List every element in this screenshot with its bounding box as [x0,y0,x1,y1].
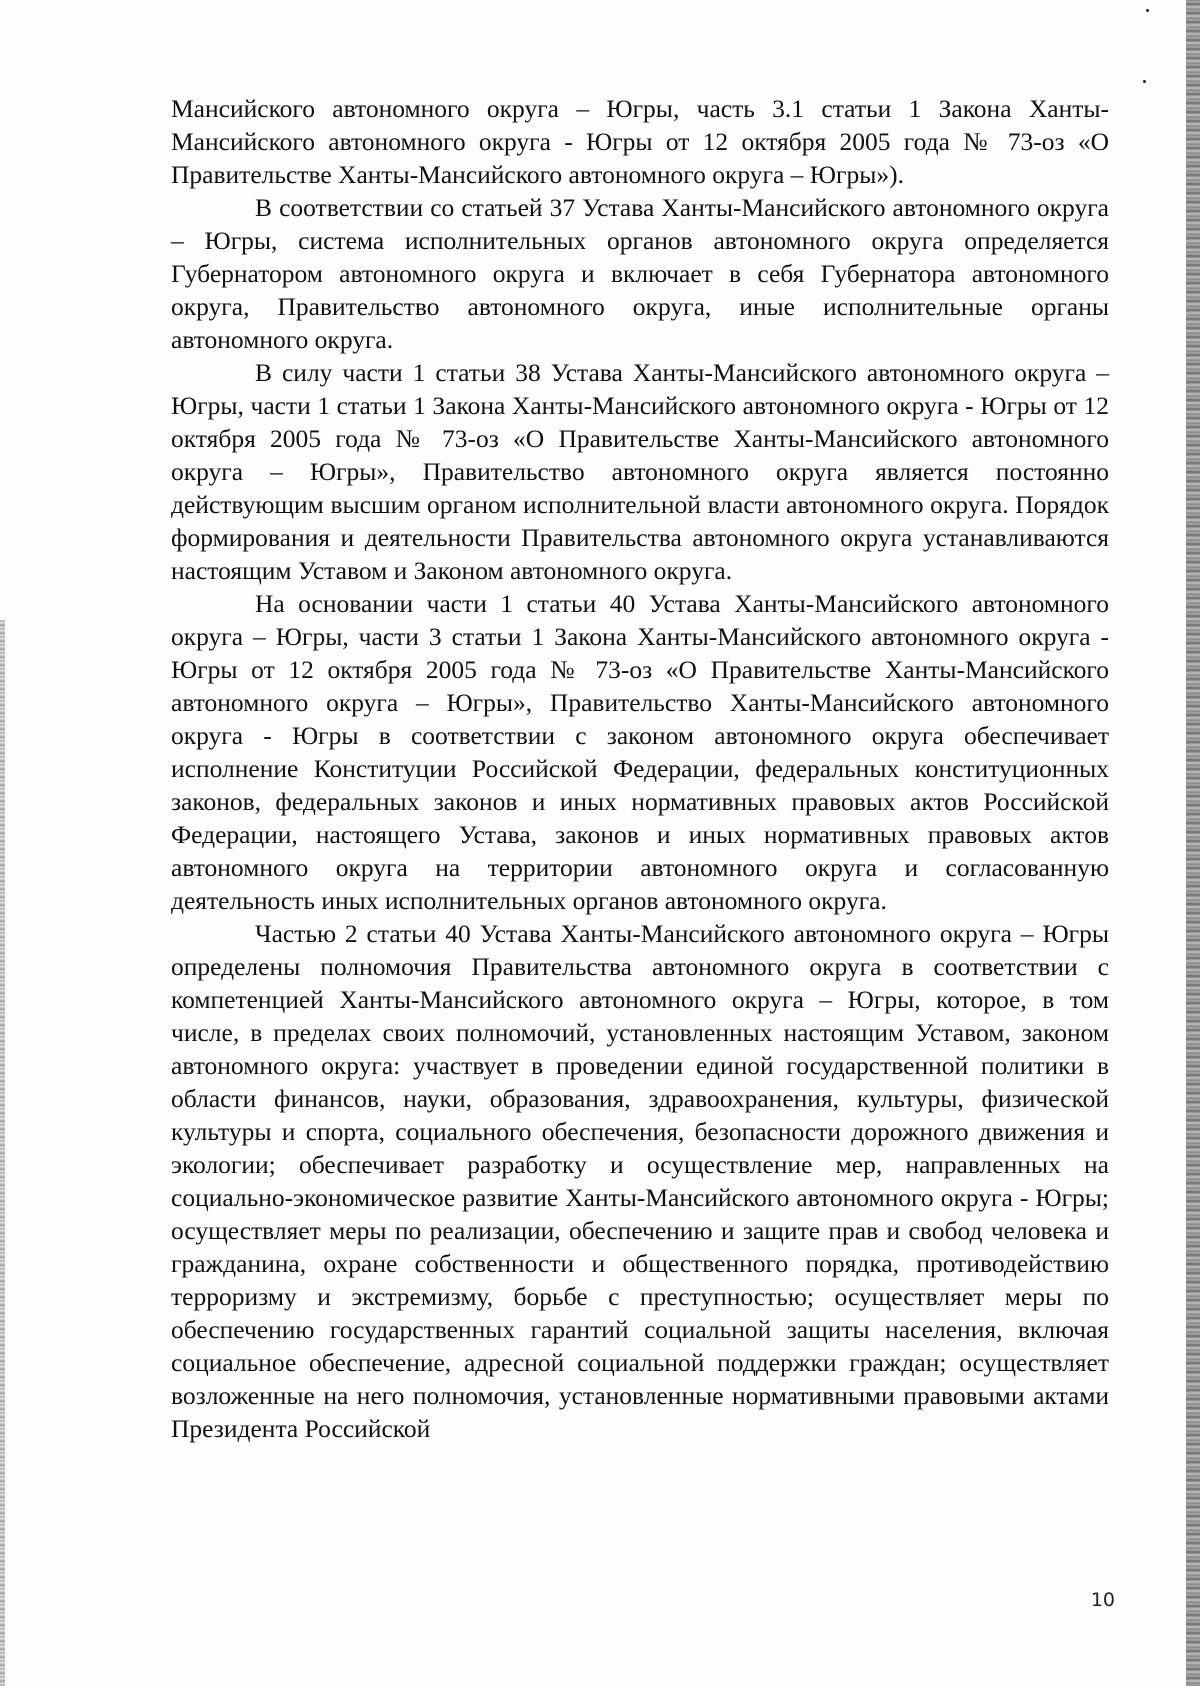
paragraph: На основании части 1 статьи 40 Устава Ханты-Мансийского автономного округа – Югры, части 3 статьи 1 Закона Ханты-Мансийского автономного округа - Югры от 12 октября 2005 года № 73-оз «О Правительстве Ханты-Мансийского автономного округа – Югры», Правительство Ханты-Мансийского автономного округа - Югры в соответствии с законом автономного округа обеспечивает исполнение Конституции Российской Федерации, федеральных конституционных законов, федеральных законов и иных нормативных правовых актов Российской Федерации, настоящего Устава, законов и иных нормативных правовых актов автономного округа на территории автономного округа и согласованную деятельность иных исполнительных органов автономного округа. [171,589,1109,915]
document-body [171,92,1109,1445]
paragraph: Частью 2 статьи 40 Устава Ханты-Мансийского автономного округа – Югры определены полномочия Правительства автономного округа в соответствии с компетенцией Ханты-Мансийского автономного округа – Югры, которое, в том числе, в пределах своих полномочий, установленных настоящим Уставом, законом автономного округа: участвует в проведении единой государственной политики в области финансов, науки, образования, здравоохранения, культуры, физической культуры и спорта, социального обеспечения, безопасности дорожного движения и экологии; обеспечивает разработку и осуществление мер, направленных на социально-экономическое развитие Ханты-Мансийского автономного округа - Югры; осуществляет меры по реализации, обеспечению и защите прав и свобод человека и гражданина, охране собственности и общественного порядка, противодействию терроризму и экстремизму, борьбе с преступностью; осуществляет меры по обеспечению государственных гарантий социальной защиты населения, включая социальное обеспечение, адресной социальной поддержки граждан; осуществляет возложенные на него полномочия, установленные нормативными правовыми актами Президента Российской [171,919,1109,1443]
scan-speck [1143,80,1146,83]
scan-speck [1146,9,1149,12]
scan-edge-shadow [1186,0,1200,1686]
page-number: 10 [1090,1589,1115,1611]
paragraph: В силу части 1 статьи 38 Устава Ханты-Мансийского автономного округа – Югры, части 1 статьи 1 Закона Ханты-Мансийского автономного округа - Югры от 12 октября 2005 года № 73-оз «О Правительстве Ханты-Мансийского автономного округа – Югры», Правительство автономного округа является постоянно действующим высшим органом исполнительной власти автономного округа. Порядок формирования и деятельности Правительства автономного округа устанавливаются настоящим Уставом и Законом автономного округа. [171,358,1109,585]
scan-edge-shadow-left [0,620,5,1686]
paragraph: В соответствии со статьей 37 Устава Ханты-Мансийского автономного округа – Югры, система исполнительных органов автономного округа определяется Губернатором автономного округа и включает в себя Губернатора автономного округа, Правительство автономного округа, иные исполнительные органы автономного округа. [171,193,1109,354]
paragraph-continuation: Мансийского автономного округа – Югры, часть 3.1 статьи 1 Закона Ханты-Мансийского автономного округа - Югры от 12 октября 2005 года № 73-оз «О Правительстве Ханты-Мансийского автономного округа – Югры»). [171,94,1109,189]
